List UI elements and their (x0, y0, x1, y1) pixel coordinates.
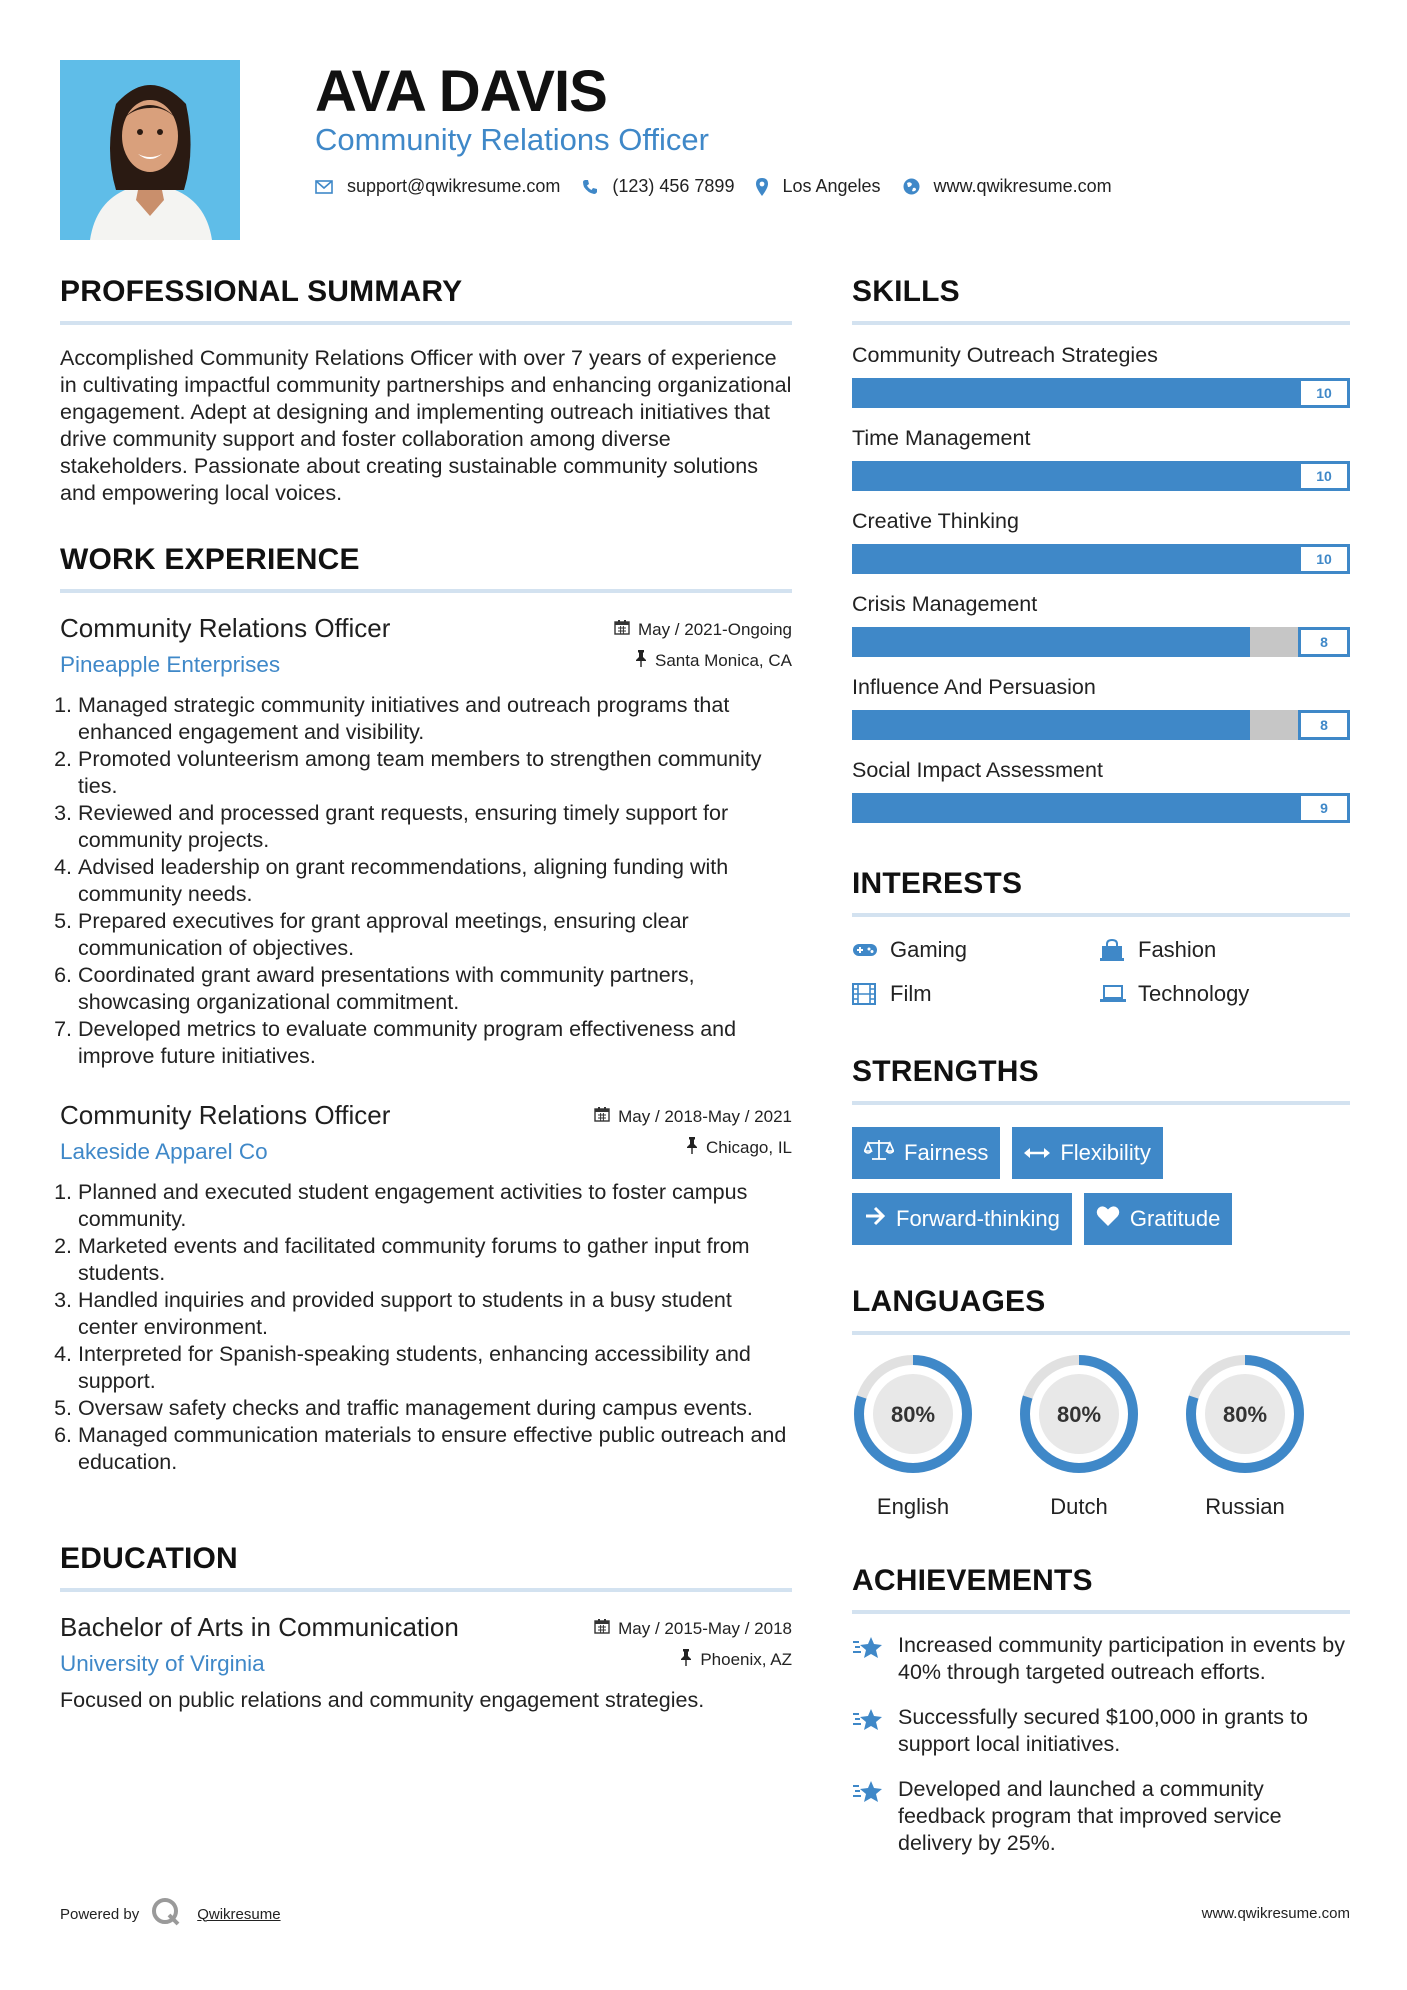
job-location: Chicago, IL (706, 1138, 792, 1157)
strength-tag (1012, 1127, 1162, 1179)
interest-item (1100, 937, 1348, 963)
interest-label: Technology (1138, 981, 1250, 1006)
profile-photo-illustration (60, 60, 240, 240)
job-location: Santa Monica, CA (654, 651, 792, 670)
strength-label: Forward-thinking (896, 1206, 1060, 1231)
skill-item (852, 509, 1350, 574)
list-item: 7. Developed metrics to evaluate community program effectiveness and improve future initiatives. (78, 1016, 792, 1070)
strengths-heading: STRENGTHS (852, 1055, 1039, 1088)
qwikresume-logo-icon (151, 1897, 181, 1931)
section-divider (852, 913, 1350, 917)
shooting-star-icon (852, 1632, 884, 1686)
skill-bar-fill (852, 544, 1350, 574)
list-item: 1. Planned and executed student engagement activities to foster campus community. (78, 1179, 792, 1233)
candidate-title: Community Relations Officer (315, 122, 709, 157)
achievement-item (852, 1704, 1350, 1758)
skill-name: Creative Thinking (852, 509, 1019, 533)
skill-score-badge (1298, 627, 1350, 657)
section-divider (852, 1101, 1350, 1105)
balance-scale-icon (864, 1138, 894, 1168)
skill-score: 9 (1301, 796, 1347, 820)
interest-label: Gaming (890, 937, 968, 962)
language-item (1018, 1353, 1140, 1520)
degree-title: Bachelor of Arts in Communication (60, 1612, 459, 1642)
education-heading: EDUCATION (60, 1542, 238, 1575)
skill-score: 10 (1301, 381, 1347, 405)
skill-bar (852, 627, 1350, 657)
summary-heading: PROFESSIONAL SUMMARY (60, 275, 463, 308)
skill-item (852, 426, 1350, 491)
school-name: University of Virginia (60, 1651, 265, 1676)
language-percent: 80% (1056, 1402, 1102, 1427)
list-item: 5. Oversaw safety checks and traffic management during campus events. (78, 1395, 792, 1422)
skill-name: Time Management (852, 426, 1031, 450)
skill-bar-fill (852, 710, 1250, 740)
skill-item (852, 592, 1350, 657)
skill-score-badge (1298, 461, 1350, 491)
list-item: 6. Coordinated grant award presentations with community partners, showcasing organizational commitment. (78, 962, 792, 1016)
skill-bar-fill (852, 793, 1300, 823)
achievement-text: Developed and launched a community feedback program that improved service delivery by 25%. (898, 1777, 1282, 1855)
language-name: Dutch (1050, 1494, 1108, 1519)
section-divider (60, 321, 792, 325)
language-item (1184, 1353, 1306, 1520)
skill-score-badge (1298, 710, 1350, 740)
strength-tag (852, 1127, 1000, 1179)
job-entry (60, 613, 792, 1070)
left-column (60, 275, 792, 1714)
calendar-icon (594, 1106, 610, 1127)
footer-branding (60, 1897, 281, 1931)
duty-list (60, 1179, 792, 1476)
skill-bar-fill (852, 378, 1350, 408)
skill-item (852, 343, 1350, 408)
job-dates: May / 2021-Ongoing (637, 619, 792, 639)
language-progress-ring (1018, 1353, 1140, 1475)
education-description: Focused on public relations and community engagement strategies. (60, 1688, 705, 1712)
shooting-star-icon (852, 1776, 884, 1857)
contact-bar (315, 176, 1134, 197)
contact-phone[interactable]: (123) 456 7899 (612, 176, 735, 196)
job-company: Lakeside Apparel Co (60, 1139, 268, 1164)
summary-text: Accomplished Community Relations Officer with over 7 years of experience in cultivating impactful community partnerships and enhancing organizational engagement. Adept at designing and implementing outreach initiatives that drive community support and foster collaboration among diverse stakeholders. Passionate about creating sustainable community solutions and empowering local voices. (60, 346, 792, 505)
strength-label: Fairness (904, 1140, 989, 1165)
list-item: 1. Managed strategic community initiatives and outreach programs that enhanced engagement and visibility. (78, 692, 792, 746)
shooting-star-icon (852, 1704, 884, 1758)
film-icon (852, 983, 880, 1005)
candidate-name: AVA DAVIS (315, 59, 607, 124)
shopping-bag-icon (1100, 939, 1128, 961)
interest-item (1100, 981, 1348, 1007)
skill-bar (852, 793, 1350, 823)
arrows-horizontal-icon (1024, 1140, 1050, 1166)
skill-score: 8 (1301, 630, 1347, 654)
language-progress-ring (852, 1353, 974, 1475)
duty-list (60, 692, 792, 1070)
strengths-list (852, 1127, 1350, 1245)
map-marker-icon (756, 178, 768, 196)
interest-label: Film (890, 981, 932, 1006)
strength-label: Gratitude (1129, 1206, 1221, 1231)
job-title: Community Relations Officer (60, 1100, 391, 1130)
skill-bar (852, 710, 1350, 740)
pushpin-icon (680, 1649, 692, 1671)
job-dates: May / 2018-May / 2021 (618, 1106, 792, 1126)
education-location: Phoenix, AZ (700, 1650, 792, 1669)
languages-list (852, 1353, 1350, 1520)
skill-item (852, 675, 1350, 740)
section-divider (60, 589, 792, 593)
profile-photo (60, 60, 240, 240)
right-column (852, 275, 1350, 1857)
section-divider (60, 1588, 792, 1592)
contact-email[interactable]: support@qwikresume.com (347, 176, 561, 196)
job-title: Community Relations Officer (60, 613, 391, 643)
language-name: Russian (1205, 1494, 1285, 1519)
achievements-heading: ACHIEVEMENTS (852, 1564, 1093, 1597)
achievement-item (852, 1632, 1350, 1686)
skill-name: Influence And Persuasion (852, 675, 1096, 699)
interest-item (852, 981, 1100, 1007)
skill-bar-fill (852, 627, 1250, 657)
interest-item (852, 937, 1100, 963)
calendar-icon (594, 1618, 610, 1639)
job-entry (60, 1100, 792, 1476)
skill-score-badge (1298, 378, 1350, 408)
skill-score: 10 (1301, 464, 1347, 488)
section-divider (852, 1610, 1350, 1614)
experience-heading: WORK EXPERIENCE (60, 543, 360, 576)
contact-website[interactable]: www.qwikresume.com (933, 176, 1112, 196)
list-item: 4. Advised leadership on grant recommendations, aligning funding with community needs. (78, 854, 792, 908)
skill-name: Community Outreach Strategies (852, 343, 1158, 367)
skill-score-badge (1298, 544, 1350, 574)
strength-label: Flexibility (1060, 1140, 1151, 1165)
calendar-icon (614, 619, 630, 640)
job-company: Pineapple Enterprises (60, 652, 281, 677)
achievement-item (852, 1776, 1350, 1857)
footer-brand-link[interactable]: Qwikresume (197, 1905, 281, 1923)
section-divider (852, 1331, 1350, 1335)
section-divider (852, 321, 1350, 325)
phone-icon (582, 179, 598, 195)
strength-tag (852, 1193, 1072, 1245)
arrow-right-icon (864, 1206, 886, 1232)
skills-heading: SKILLS (852, 275, 960, 308)
languages-heading: LANGUAGES (852, 1285, 1046, 1318)
heart-icon (1096, 1205, 1120, 1233)
pushpin-icon (686, 1137, 698, 1159)
strength-tag (1084, 1193, 1233, 1245)
language-name: English (876, 1494, 950, 1519)
envelope-icon (315, 180, 333, 194)
powered-by-label: Powered by (60, 1905, 140, 1923)
skills-list (852, 343, 1350, 823)
education-dates: May / 2015-May / 2018 (618, 1618, 792, 1638)
pushpin-icon (635, 650, 647, 672)
interests-heading: INTERESTS (852, 867, 1023, 900)
list-item: 3. Handled inquiries and provided support to students in a busy student center environment. (78, 1287, 792, 1341)
achievement-text: Successfully secured $100,000 in grants to support local initiatives. (898, 1705, 1308, 1756)
skill-score: 8 (1301, 713, 1347, 737)
globe-icon (903, 178, 920, 195)
list-item: 4. Interpreted for Spanish-speaking students, enhancing accessibility and support. (78, 1341, 792, 1395)
footer-website[interactable]: www.qwikresume.com (1201, 1905, 1350, 1922)
skill-bar (852, 378, 1350, 408)
skill-bar (852, 461, 1350, 491)
list-item: 6. Managed communication materials to ensure effective public outreach and education. (78, 1422, 792, 1476)
skill-item (852, 758, 1350, 823)
language-percent: 80% (1222, 1402, 1268, 1427)
language-percent: 80% (890, 1402, 936, 1427)
interests-list (852, 937, 1350, 1007)
language-progress-ring (1184, 1353, 1306, 1475)
education-entry (60, 1612, 792, 1714)
language-item (852, 1353, 974, 1520)
skill-bar (852, 544, 1350, 574)
contact-location: Los Angeles (782, 176, 881, 196)
interest-label: Fashion (1138, 937, 1217, 962)
list-item: 3. Reviewed and processed grant requests, ensuring timely support for community projects. (78, 800, 792, 854)
skill-name: Crisis Management (852, 592, 1038, 616)
list-item: 2. Marketed events and facilitated community forums to gather input from students. (78, 1233, 792, 1287)
list-item: 2. Promoted volunteerism among team members to strengthen community ties. (78, 746, 792, 800)
laptop-icon (1100, 985, 1128, 1003)
skill-score-badge (1298, 793, 1350, 823)
achievement-text: Increased community participation in events by 40% through targeted outreach efforts. (898, 1633, 1345, 1684)
skill-score: 10 (1301, 547, 1347, 571)
skill-bar-fill (852, 461, 1350, 491)
gamepad-icon (852, 942, 880, 958)
list-item: 5. Prepared executives for grant approval meetings, ensuring clear communication of objectives. (78, 908, 792, 962)
skill-name: Social Impact Assessment (852, 758, 1103, 782)
